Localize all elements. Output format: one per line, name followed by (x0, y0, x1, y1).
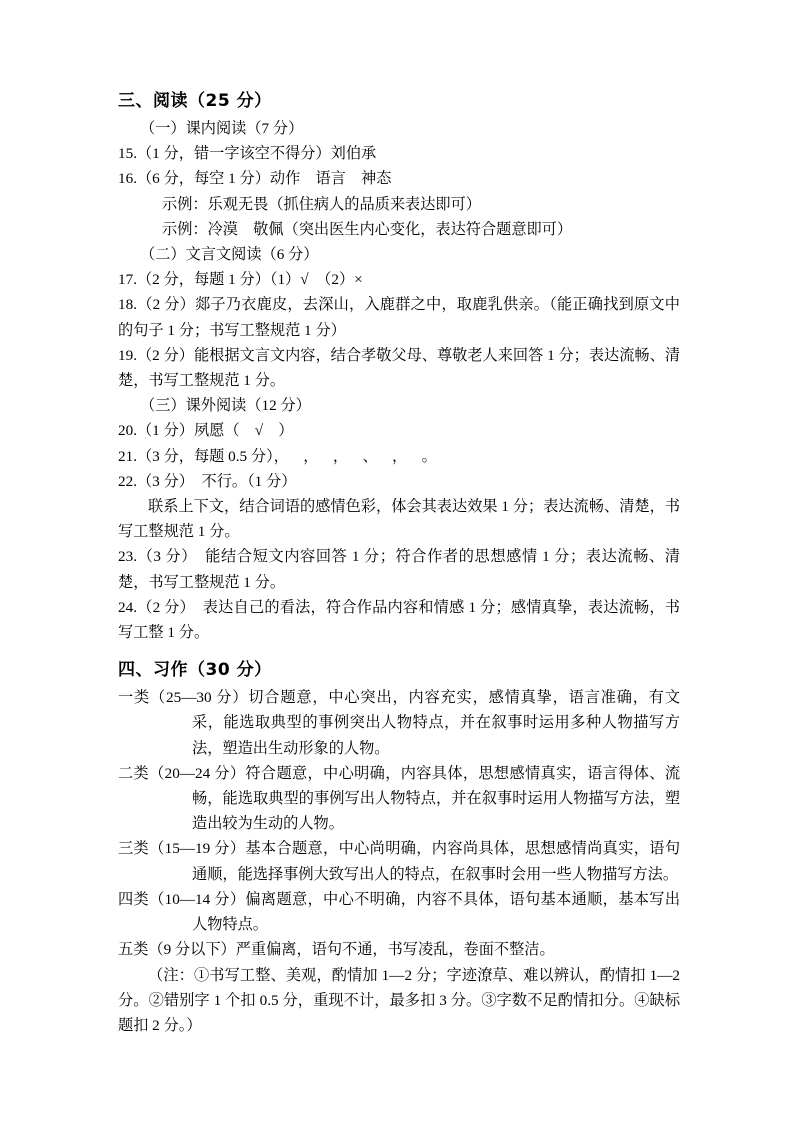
section-heading-writing: 四、习作（30 分） (118, 660, 272, 681)
punctuation-mark: ， (273, 447, 282, 465)
answer-item-22-continuation: 联系上下文，结合词语的感情色彩，体会其表达效果 1 分；表达流畅、清楚，书写工整规范 1 分。 (118, 498, 680, 541)
subsection-outside-class-reading: （三）课外阅读（12 分） (140, 397, 311, 415)
answer-item-20: 20.（1 分）夙愿（ √ ） (118, 422, 294, 440)
answer-item-16-example-2: 示例：冷漠 敬佩（突出医生内心变化，表达符合题意即可） (162, 220, 573, 238)
punctuation-mark: ， (392, 447, 400, 465)
subsection-in-class-reading: （一）课内阅读（7 分） (140, 120, 304, 137)
answer-item-15: 15.（1 分，错一字该空不得分）刘伯承 (118, 145, 377, 163)
answer-item-21-prefix: 21.（3 分，每题 0.5 分） (118, 447, 274, 465)
answer-item-22: 22.（3 分） 不行。（1 分） (118, 472, 297, 490)
grading-tier: 四类（10—14 分）偏离题意，中心不明确，内容不具体，语句基本通顺，基本写出人物特点。 (118, 890, 680, 934)
answer-item-17: 17.（2 分，每题 1 分）（1）√ （2）× (118, 271, 363, 289)
section-heading-reading: 三、阅读（25 分） (118, 91, 272, 111)
punctuation-mark: 。 (421, 447, 437, 465)
grading-tier: 一类（25—30 分）切合题意，中心突出，内容充实，感情真挚，语言准确，有文采，能选取典型的事例突出人物特点，并在叙事时运用多种人物描写方法，塑造出生动形象的人物。 (118, 689, 680, 757)
subsection-classical-chinese-reading: （二）文言文阅读（6 分） (140, 246, 319, 264)
grading-tier: 五类（9 分以下）严重偏离，语句不通，书写凌乱，卷面不整洁。 (118, 941, 555, 959)
answer-item-24: 24.（2 分） 表达自己的看法，符合作品内容和情感 1 分；感情真挚，表达流畅，书写工整 1 分。 (118, 598, 680, 642)
punctuation-mark: ， (303, 447, 311, 465)
grading-tier: 二类（20—24 分）符合题意，中心明确，内容具体，思想感情真实，语言得体、流畅，能选取典型的事例写出人物特点，并在叙事时运用人物描写方法，塑造出较为生动的人物。 (118, 764, 680, 833)
answer-item-21 (118, 444, 680, 469)
grading-note: （注：①书写工整、美观，酌情加 1—2 分；字迹潦草、难以辨认，酌情扣 1—2 分。②错别字 1 个扣 0.5 分，重现不计，最多扣 3 分。③字数不足酌情扣分。④缺标题扣 2 分。） (118, 966, 684, 1034)
answer-item-18: 18.（2 分）郯子乃衣鹿皮，去深山，入鹿群之中，取鹿乳供亲。（能正确找到原文中的句子 1 分；书写工整规范 1 分） (118, 296, 680, 339)
answer-item-16: 16.（6 分，每空 1 分）动作 语言 神态 (118, 170, 392, 188)
punctuation-mark: 、 (362, 447, 371, 465)
grading-tier: 三类（15—19 分）基本合题意，中心尚明确，内容尚具体，思想感情尚真实，语句通顺，能选择事例大致写出人的特点，在叙事时会用一些人物描写方法。 (118, 840, 680, 883)
answer-item-19: 19.（2 分）能根据文言文内容，结合孝敬父母、尊敬老人来回答 1 分；表达流畅、清楚，书写工整规范 1 分。 (118, 346, 680, 390)
answer-item-21-punctuation-run (274, 448, 459, 465)
answer-item-16-example-1: 示例：乐观无畏（抓住病人的品质来表达即可） (162, 195, 481, 213)
answer-item-23: 23.（3 分） 能结合短文内容回答 1 分；符合作者的思想感情 1 分；表达流畅、清楚，书写工整规范 1 分。 (118, 548, 680, 591)
punctuation-mark: ， (332, 447, 341, 465)
